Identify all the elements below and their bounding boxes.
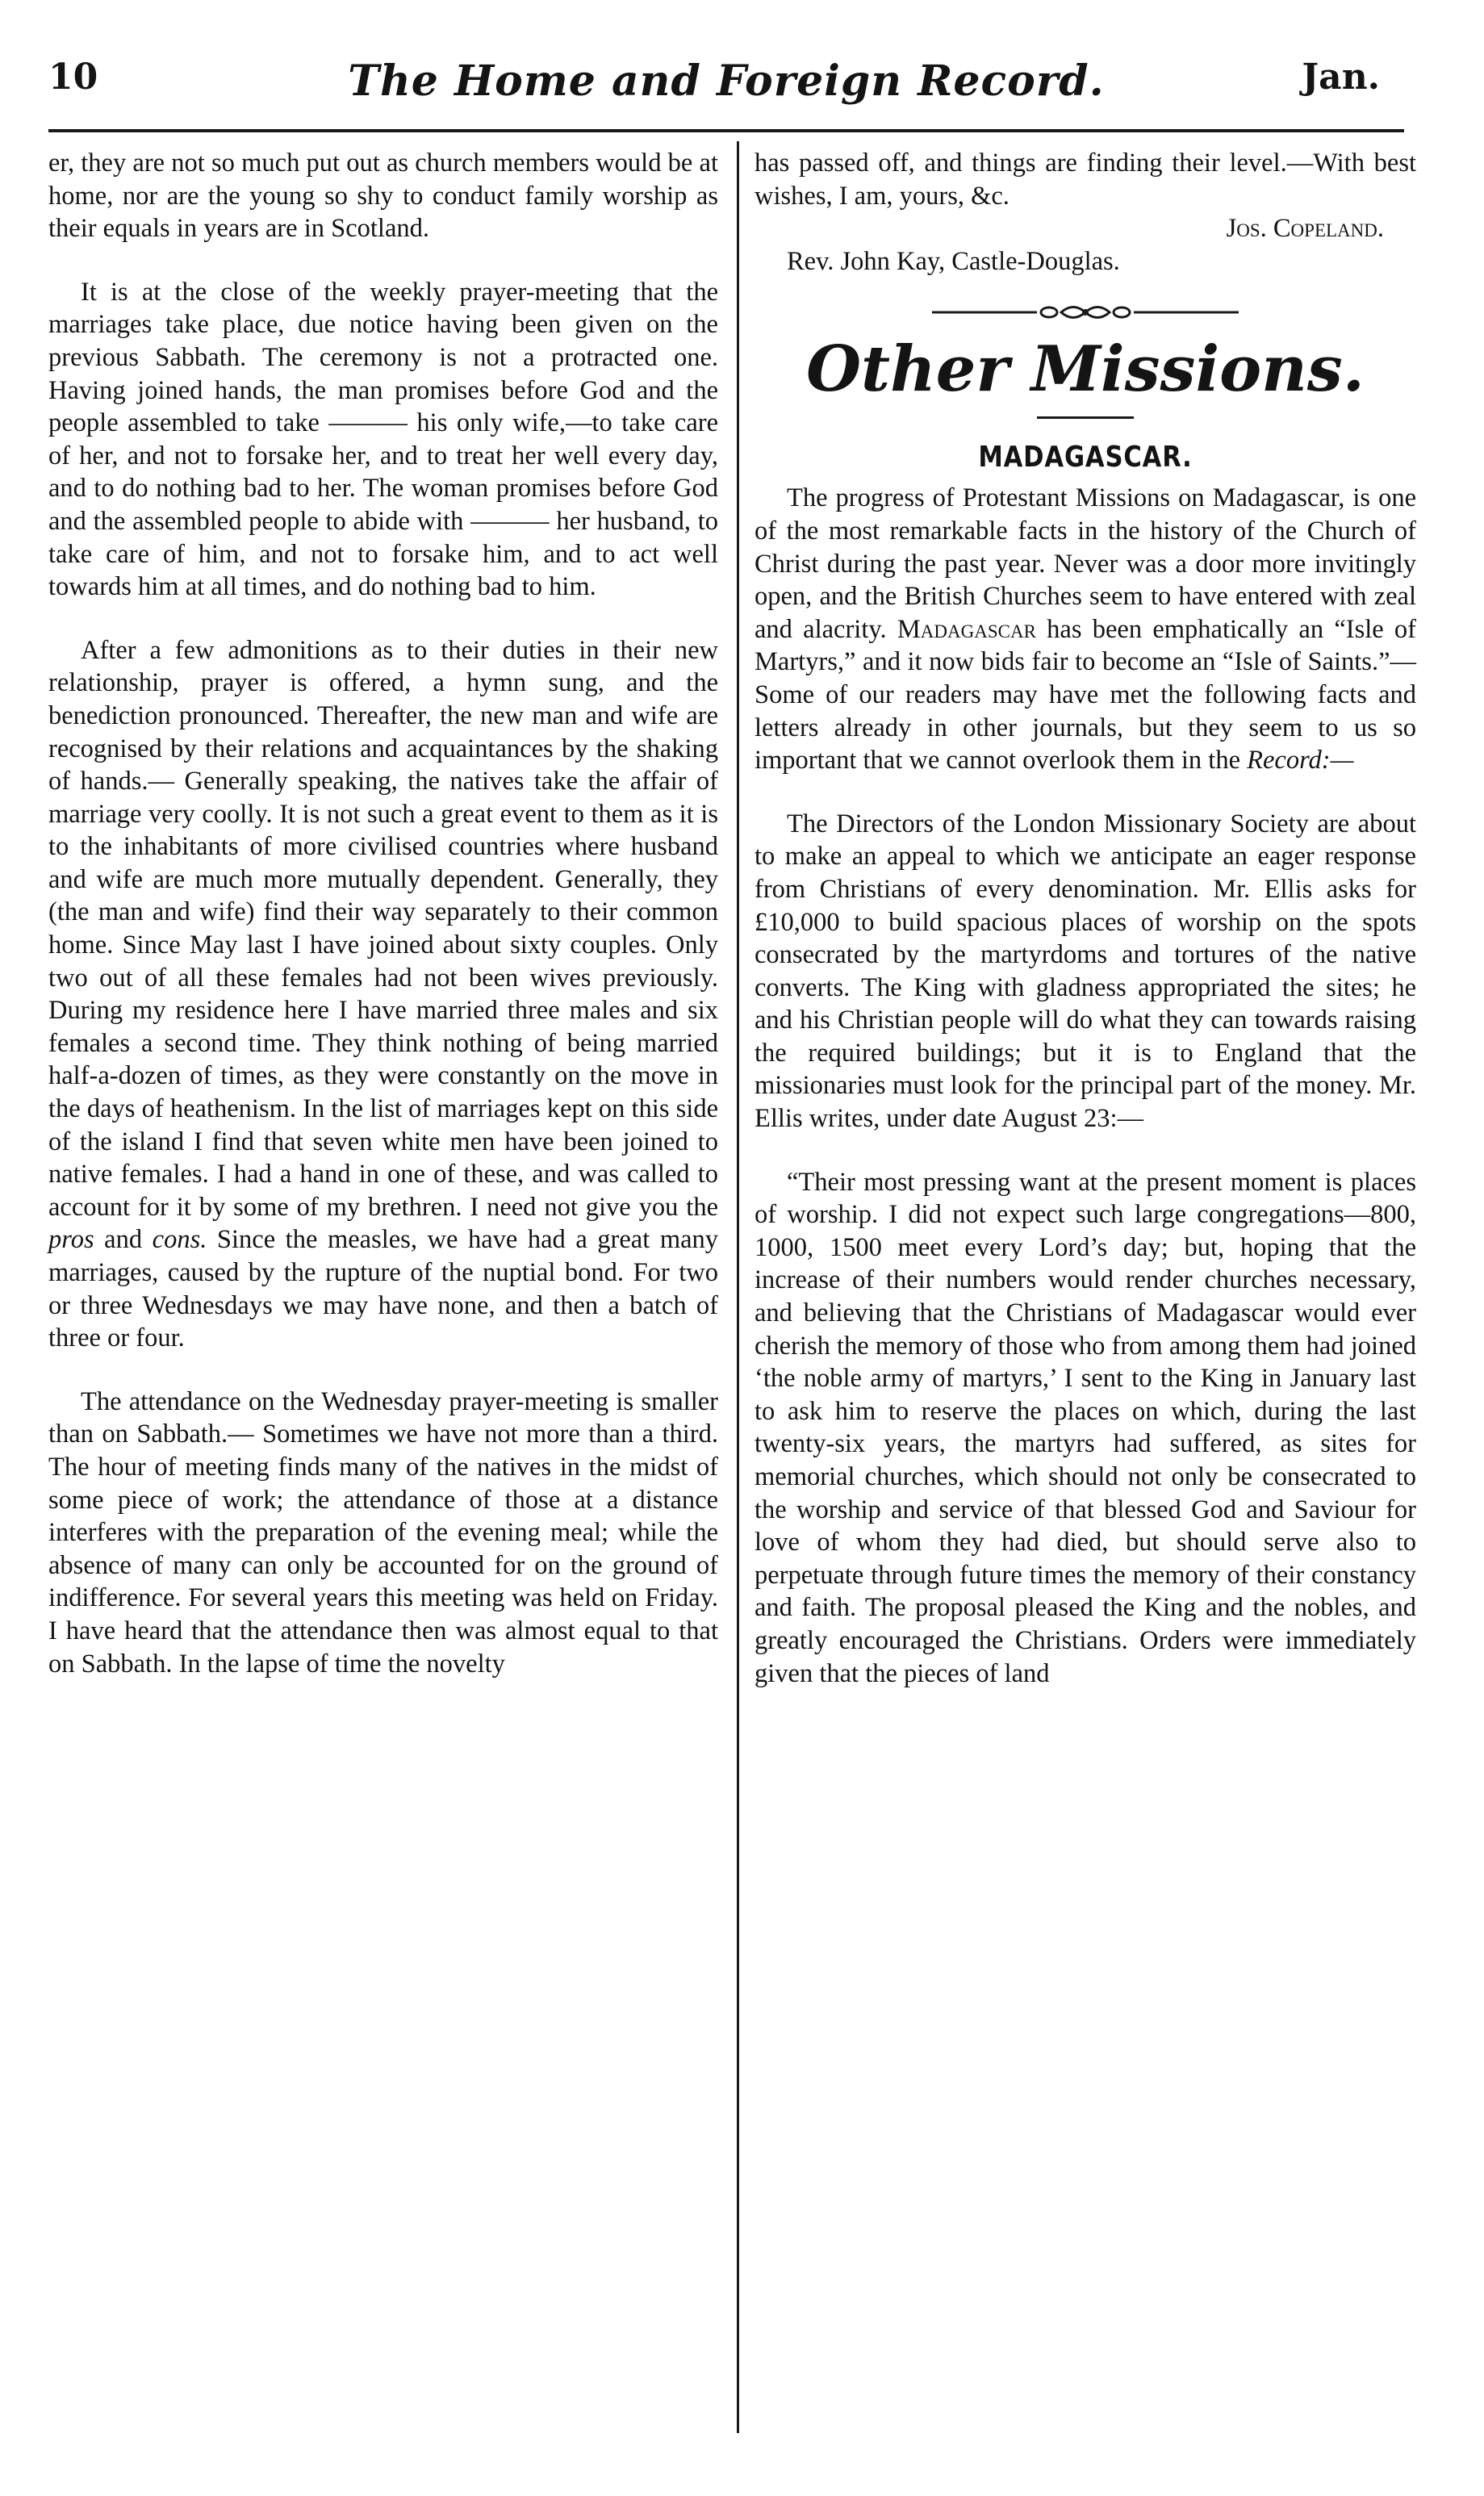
section-title: Other Missions. [806, 332, 1365, 407]
ornamental-divider-icon [932, 302, 1239, 323]
section-rule [1037, 416, 1134, 419]
issue-month: Jan. [1302, 56, 1380, 98]
recipient: Rev. John Kay, Castle-Douglas. [787, 246, 1120, 276]
paragraph: It is at the close of the weekly prayer-meeting that the marriages take place, due notice having been given on the previous Sabbath. The ceremony is not a protracted one. Having joined hands, the man promises before God and the people assembled to take ——— his only wife,—to take care of her, and not to forsake her, and to treat her well every day, and to do nothing bad to her. The woman promises before God and the assembled people to abide with ——— her husband, to take care of him, and not to forsake him, and to act well towards him at all times, and do nothing bad to him. [48, 277, 718, 602]
left-column [48, 147, 718, 1680]
paragraph: “Their most pressing want at the present moment is places of worship. I did not expect such large congregations—800, 1000, 1500 meet every Lord’s day; but, hoping that the increase of their numbers would render churches necessary, and believing that the Christians of Madagascar would ever cherish the memory of those who from among them had joined ‘the noble army of martyrs,’ I sent to the King in January last to ask him to reserve the places on which, during the last twenty-six years, the martyrs had suffered, as sites for memorial churches, which should not only be consecrated to the worship and service of that blessed God and Saviour for love of whom they had died, but should serve also to perpetuate through future times the memory of their constancy and faith. The proposal pleased the King and the nobles, and greatly encouraged the Christians. Orders were immediately given that the pieces of land [755, 1167, 1416, 1688]
column-divider [737, 141, 739, 2433]
subheading: MADAGASCAR. [978, 441, 1193, 475]
journal-title: The Home and Foreign Record. [348, 56, 1105, 106]
paragraph: After a few admonitions as to their duties in their new relationship, prayer is offered, a hymn sung, and the benediction pronounced. Thereafter, the new man and wife are recognised by their relations and acquaintances by the shaking of hands.— Generally speaking, the natives take the affair of marriage very coolly. It is not such a great event to them as it is to the inhabitants of more civilised countries where husband and wife are much more mutually dependent. Generally, they (the man and wife) find their way separately to their common home. Since May last I have joined about sixty couples. Only two out of all these females had not been wives previously. During my residence here I have married three males and six females a second time. They think nothing of being married half-a-dozen of times, as they were constantly on the move in the days of heathenism. In the list of marriages kept on this side of the island I find that seven white men have been joined to native females. I had a hand in one of these, and was called to account for it by some of my brethren. I need not give you the pros and cons. Since the measles, we have had a great many marriages, caused by the rupture of the nuptial bond. For two or three Wednesdays we may have none, and then a batch of three or four. [48, 635, 719, 1353]
paragraph: The progress of Protestant Missions on Madagascar, is one of the most remarkable facts in the history of the Church of Christ during the past year. Never was a door more invitingly open, and the British Churches seem to have entered with zeal and alacrity. Madagascar has been emphatically an “Isle of Martyrs,” and it now bids fair to become an “Isle of Saints.”— Some of our readers may have met the following facts and letters already in other journals, but they seem to us so important that we cannot overlook them in the Record:— [755, 483, 1416, 776]
header-rule [48, 129, 1404, 132]
paragraph: The Directors of the London Missionary Society are about to make an appeal to which we anticipate an eager response from Christians of every denomination. Mr. Ellis asks for £10,000 to build spacious places of worship on the spots consecrated by the martyrdoms and tortures of the native converts. The King with gladness appropriated the sites; he and his Christian people will do what they can towards raising the required buildings; but it is to England that the missionaries must look for the principal part of the money. Mr. Ellis writes, under date August 23:— [755, 809, 1416, 1134]
paragraph: er, they are not so much put out as church members would be at home, nor are the young so shy to conduct family worship as their equals in years are in Scotland. [48, 148, 718, 244]
paragraph: The attendance on the Wednesday prayer-meeting is smaller than on Sabbath.— Sometimes we have not more than a third. The hour of meeting finds many of the natives in the midst of some piece of work; the attendance of those at a distance interferes with the preparation of the evening meal; while the absence of many can only be accounted for on the ground of indifference. For several years this meeting was held on Friday. I have heard that the attendance then was almost equal to that on Sabbath. In the lapse of time the novelty [48, 1386, 718, 1679]
page-number: 10 [48, 56, 98, 98]
running-header [48, 56, 1404, 121]
right-column [755, 147, 1416, 1690]
paragraph: has passed off, and things are finding their level.—With best wishes, I am, yours, &c. [755, 148, 1416, 211]
signature: Jos. Copeland. [1226, 214, 1384, 244]
